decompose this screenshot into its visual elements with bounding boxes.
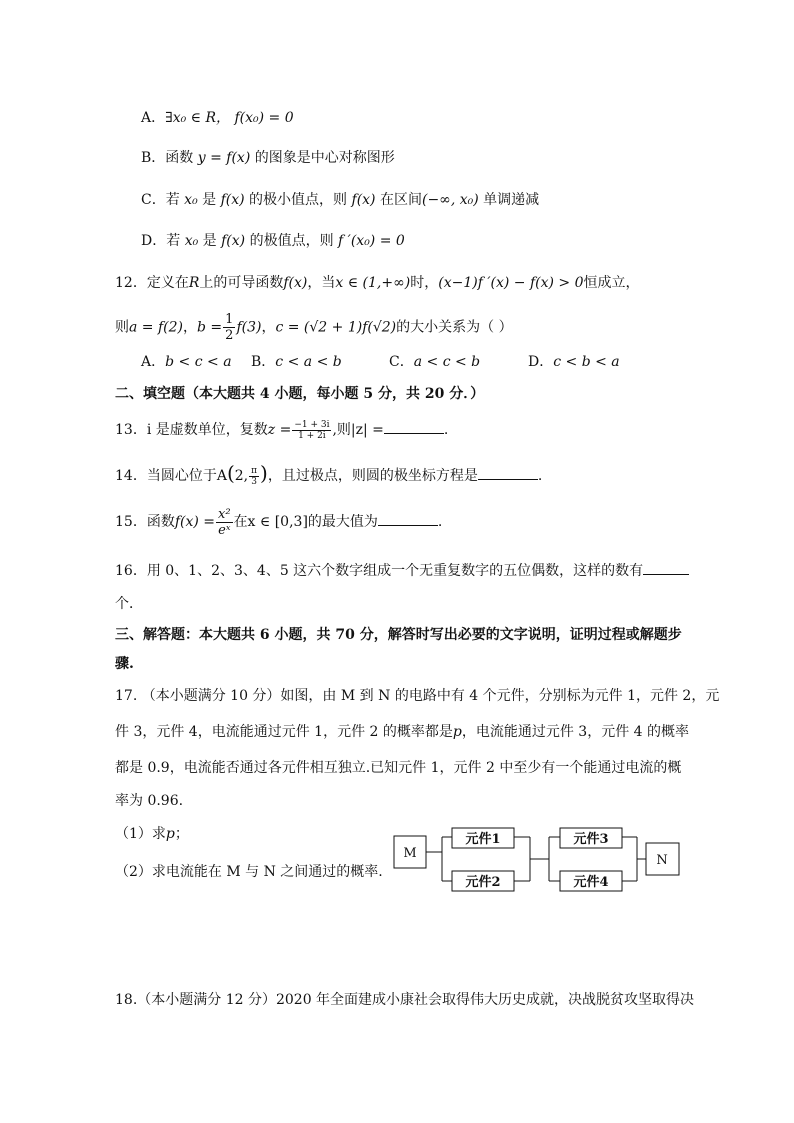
- q11-option-c: [141, 190, 539, 210]
- q12-text: 则: [115, 319, 129, 336]
- q11-option-a-label: A．: [141, 110, 166, 126]
- fraction-denominator: 1 + 2i: [298, 430, 326, 441]
- q14-text: 当圆心位于: [146, 468, 217, 484]
- q12-set-r: R: [188, 275, 200, 291]
- choice-expr: b < c < a: [165, 354, 232, 370]
- q11-option-d-text2: 是: [198, 233, 222, 249]
- element4-label: 元件4: [573, 875, 609, 890]
- q11-option-d-expr2: f(x): [221, 233, 246, 249]
- q12-choice-b: [251, 352, 342, 372]
- q12-half-fraction: [223, 312, 235, 343]
- q11-option-b-text2: 的图象是中心对称图形: [250, 150, 395, 166]
- choice-label: A．: [141, 354, 166, 370]
- fraction-numerator: x²: [218, 506, 231, 522]
- q11-option-d: [141, 231, 405, 251]
- q17-line1: 17. （本小题满分 10 分）如图，由 M 到 N 的电路中有 4 个元件，分别标为元件 1，元件 2，元: [115, 688, 720, 704]
- fraction-denominator: 2: [225, 328, 234, 343]
- q11-option-d-expr1: x₀: [184, 233, 199, 249]
- q12-a-def: a = f(2): [129, 319, 183, 336]
- section3-title-line2: 骤.: [115, 656, 134, 672]
- q16-answer-blank[interactable]: [643, 560, 689, 575]
- q12-number: 12．: [115, 275, 147, 291]
- q12-text: 的大小关系为（ ）: [396, 319, 513, 336]
- fraction-numerator: 1: [225, 312, 234, 327]
- q13-text: ,则|z| =: [332, 422, 384, 438]
- element1-label: 元件1: [465, 832, 501, 847]
- q17-p: p: [452, 724, 462, 740]
- q14-pi-fraction: [249, 466, 259, 487]
- q14: [115, 460, 542, 489]
- q14-answer-blank[interactable]: [478, 465, 538, 480]
- element2-label: 元件2: [465, 875, 501, 890]
- node-n-label: N: [656, 853, 668, 868]
- q17-part1-text: （1）求: [115, 826, 166, 842]
- q13-z: z =: [267, 422, 292, 438]
- q11-option-c-text1: 若: [165, 192, 185, 208]
- choice-label: D．: [528, 354, 554, 370]
- q17-line2: [115, 722, 689, 742]
- q11-option-d-label: D．: [141, 233, 167, 249]
- q13-end: .: [443, 422, 449, 438]
- q16-line2: 个．: [115, 596, 143, 612]
- q17-part1-text: ；: [174, 826, 189, 842]
- q17-p: p: [165, 826, 175, 842]
- q18-line1: 18.（本小题满分 12 分）2020 年全面建成小康社会取得伟大历史成就，决战脱贫攻坚取得决: [115, 992, 695, 1008]
- q13-fraction: [292, 420, 331, 441]
- q11-option-c-text4: 在区间: [375, 192, 422, 208]
- q14-number: 14．: [115, 468, 147, 484]
- fraction-denominator: eˣ: [218, 522, 231, 538]
- fraction-numerator: −1 + 3i: [294, 419, 330, 430]
- q14-text: ，且过极点，则圆的极坐标方程是: [267, 468, 478, 484]
- q12-sep: ，: [261, 319, 276, 336]
- section3-title-line1: 三、解答题：本大题共 6 小题，共 70 分，解答时写出必要的文字说明，证明过程或解题步: [115, 627, 682, 643]
- q15-fx: f(x) =: [174, 514, 216, 530]
- fraction-numerator: π: [251, 465, 258, 476]
- fraction-denominator: 3: [251, 476, 257, 487]
- q11-option-d-text1: 若: [166, 233, 185, 249]
- q17-line4: 率为 0.96.: [115, 793, 184, 809]
- q16-number: 16．: [115, 563, 147, 579]
- q12-text: 上的可导函数: [199, 275, 284, 291]
- q17-part2: （2）求电流能在 M 与 N 之间通过的概率.: [115, 864, 383, 880]
- circuit-diagram: [392, 826, 682, 896]
- q17-text: ，电流能通过元件 3，元件 4 的概率: [461, 724, 690, 740]
- choice-expr: c < a < b: [275, 354, 342, 370]
- element3-label: 元件3: [573, 832, 609, 847]
- choice-label: B．: [251, 354, 276, 370]
- q13-number: 13．: [115, 422, 147, 438]
- q12-text: 时，: [410, 275, 439, 291]
- q15: [115, 506, 442, 538]
- q14-end: .: [537, 468, 543, 484]
- q11-option-c-expr3: f(x): [351, 192, 376, 208]
- q16-text: 用 0、1、2、3、4、5 这六个数字组成一个无重复数字的五位偶数，这样的数有: [146, 563, 644, 579]
- q17-part1: [115, 824, 189, 844]
- q11-option-c-text3: 的极小值点，则: [244, 192, 352, 208]
- q11-option-a: [141, 108, 294, 128]
- q15-number: 15．: [115, 514, 147, 530]
- q11-option-c-expr4: (−∞, x₀): [421, 192, 479, 208]
- choice-expr: a < c < b: [413, 354, 481, 370]
- choice-expr: c < b < a: [553, 354, 620, 370]
- q14-point-label: A: [216, 468, 227, 484]
- q13-text: i 是虚数单位，复数: [146, 422, 268, 438]
- q12-c-def: c = (√2 + 1)f(√2): [275, 319, 397, 336]
- q12-choice-a: [141, 352, 232, 372]
- q13: [115, 418, 448, 442]
- circuit-svg: [392, 826, 682, 896]
- q11-option-d-expr3: f ′(x₀) = 0: [338, 233, 405, 249]
- q11-option-b-label: B．: [141, 150, 166, 166]
- q15-end: .: [437, 514, 443, 530]
- q12-text: ，当: [307, 275, 336, 291]
- q15-answer-blank[interactable]: [378, 511, 438, 526]
- q15-text: 函数: [146, 514, 175, 530]
- q11-option-c-text2: 是: [197, 192, 221, 208]
- q17-line3: 都是 0.9，电流能否通过各元件相互独立.已知元件 1，元件 2 中至少有一个能通过电流的概: [115, 760, 682, 776]
- q12-f3: f(3): [236, 319, 262, 336]
- choice-label: C．: [389, 354, 414, 370]
- q15-fraction: [216, 507, 233, 538]
- q11-option-d-text3: 的极值点，则: [245, 233, 339, 249]
- q12-line2: [115, 312, 513, 343]
- q16-line1: [115, 560, 689, 581]
- q14-coord: 2,: [234, 468, 249, 484]
- q12-line1: [115, 273, 640, 293]
- q12-condition: x ∈ (1,+∞): [335, 275, 411, 291]
- q11-option-b-text1: 函数: [165, 150, 198, 166]
- q12-b-def: b =: [197, 319, 223, 336]
- q17-text: 件 3，元件 4，电流能通过元件 1，元件 2 的概率都是: [115, 724, 453, 740]
- q14-left-paren: (: [226, 461, 235, 485]
- q11-option-c-expr1: x₀: [184, 192, 198, 208]
- section2-title: 二、填空题（本大题共 4 小题，每小题 5 分，共 20 分．）: [115, 386, 485, 402]
- q11-option-a-text: ∃x₀ ∈ R， f(x₀) = 0: [165, 110, 294, 126]
- q12-inequality: (x−1)f ′(x) − f(x) > 0: [438, 275, 584, 291]
- q11-option-c-expr2: f(x): [220, 192, 245, 208]
- q12-fx: f(x): [283, 275, 308, 291]
- q12-sep: ，: [183, 319, 197, 336]
- q11-option-c-label: C．: [141, 192, 166, 208]
- q12-text: 定义在: [146, 275, 189, 291]
- q12-choice-c: [389, 352, 480, 372]
- q13-answer-blank[interactable]: [384, 419, 444, 434]
- q15-text: 在x ∈ [0,3]的最大值为: [233, 514, 378, 530]
- q12-choice-d: [528, 352, 620, 372]
- q11-option-b: [141, 148, 395, 168]
- q14-right-paren: ): [260, 461, 268, 485]
- q11-option-c-text5: 单调递减: [478, 192, 540, 208]
- node-m-label: M: [403, 846, 417, 861]
- q11-option-b-expr: y = f(x): [197, 150, 251, 166]
- q12-text: 恒成立，: [583, 275, 640, 291]
